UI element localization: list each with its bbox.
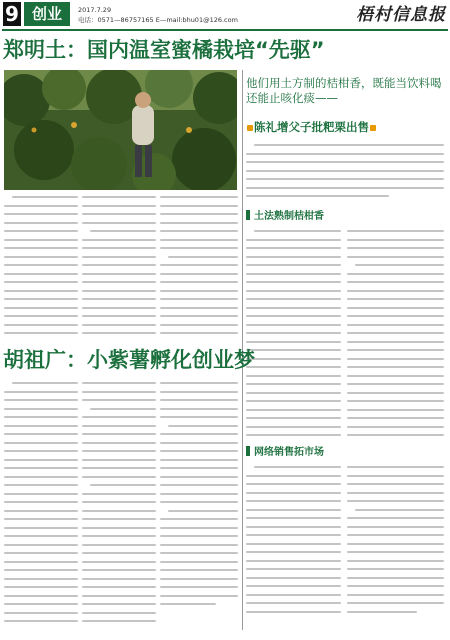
sidebar-pull-name-text: 陈礼增父子批粑栗出售 bbox=[254, 120, 369, 134]
orchard-photo bbox=[4, 70, 237, 190]
orchard-photo-image bbox=[4, 70, 237, 190]
article2-col-2 bbox=[82, 382, 156, 632]
marker-icon bbox=[247, 125, 253, 131]
header-rule bbox=[2, 29, 448, 31]
sidebar-col-3 bbox=[246, 466, 341, 618]
sidebar-subheading-1: 土法熟制桔柑香 bbox=[246, 210, 444, 224]
article1-col-2-top bbox=[82, 196, 156, 334]
contact-line bbox=[78, 16, 298, 25]
page-number: 9 bbox=[3, 2, 21, 26]
sidebar-subheading-2: 网络销售拓市场 bbox=[246, 446, 444, 460]
article2-title: 胡祖广：小紫薯孵化创业梦 bbox=[3, 348, 255, 372]
article1-col-3-top bbox=[160, 196, 238, 334]
article2-col-3 bbox=[160, 382, 238, 618]
article2-byline bbox=[160, 622, 238, 632]
article2-col-1 bbox=[4, 382, 78, 632]
sidebar-pull-name bbox=[246, 118, 444, 136]
email-text: E—mail:bhu01@126.com bbox=[155, 16, 238, 24]
date-line: 2017.7.29 bbox=[78, 6, 112, 14]
article1-title: 郑明土：国内温室蜜橘栽培“先驱” bbox=[3, 38, 325, 62]
marker-icon bbox=[370, 125, 376, 131]
sidebar-pull-quote: 他们用土方制的桔柑香，既能当饮料喝还能止咳化痰—— bbox=[246, 76, 442, 105]
phone-text: 电话：0571—86757165 bbox=[78, 16, 154, 24]
section-label: 创业 bbox=[24, 2, 70, 26]
article1-col-1-top bbox=[4, 196, 78, 334]
sidebar-byline bbox=[347, 624, 444, 634]
sidebar-col-4 bbox=[347, 466, 444, 618]
sidebar-intro bbox=[246, 144, 444, 199]
sidebar-col-1 bbox=[246, 230, 341, 440]
sidebar-col-2 bbox=[347, 230, 444, 440]
masthead-logo: 梧村信息报 bbox=[356, 5, 446, 25]
